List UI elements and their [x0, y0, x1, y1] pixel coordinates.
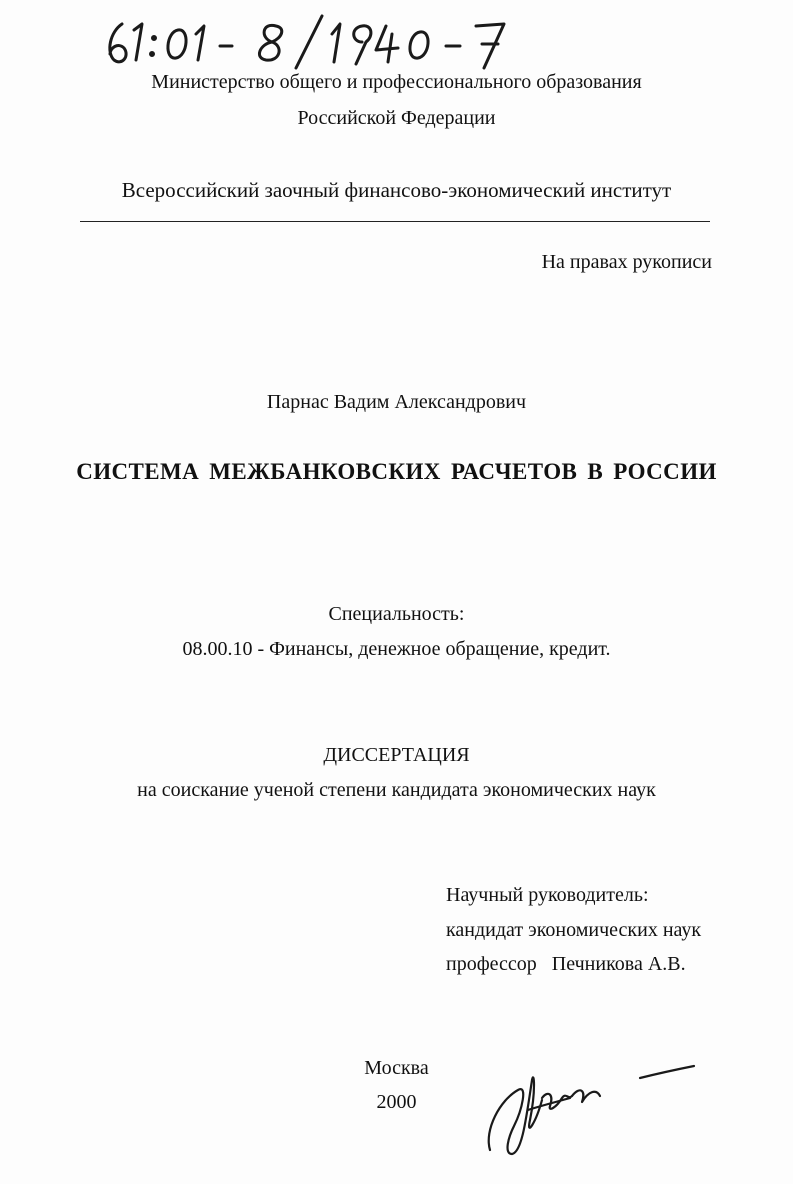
dissertation-title: СИСТЕМА МЕЖБАНКОВСКИХ РАСЧЕТОВ В РОССИИ: [76, 459, 717, 484]
city: Москва: [364, 1057, 429, 1079]
header-divider: [80, 221, 710, 222]
specialty-label: Специальность:: [328, 603, 465, 625]
ministry-line-1: Министерство общего и профессионального образования: [151, 71, 642, 93]
institute-name: Всероссийский заочный финансово-экономический институт: [121, 178, 672, 202]
manuscript-note: На правах рукописи: [541, 251, 712, 273]
dissertation-subheading: на соискание ученой степени кандидата экономических наук: [137, 779, 656, 801]
supervisor-label: Научный руководитель:: [446, 884, 649, 906]
handwritten-catalog-code: [100, 12, 520, 72]
specialty-value: 08.00.10 - Финансы, денежное обращение, кредит.: [182, 638, 611, 660]
year: 2000: [376, 1091, 417, 1113]
supervisor-name: профессор Печникова А.В.: [446, 953, 686, 975]
author-name: Парнас Вадим Александрович: [266, 391, 527, 413]
ministry-line-2: Российской Федерации: [297, 107, 496, 129]
supervisor-degree: кандидат экономических наук: [446, 919, 702, 941]
dissertation-heading: ДИССЕРТАЦИЯ: [323, 744, 470, 766]
author-signature: [470, 1050, 710, 1170]
